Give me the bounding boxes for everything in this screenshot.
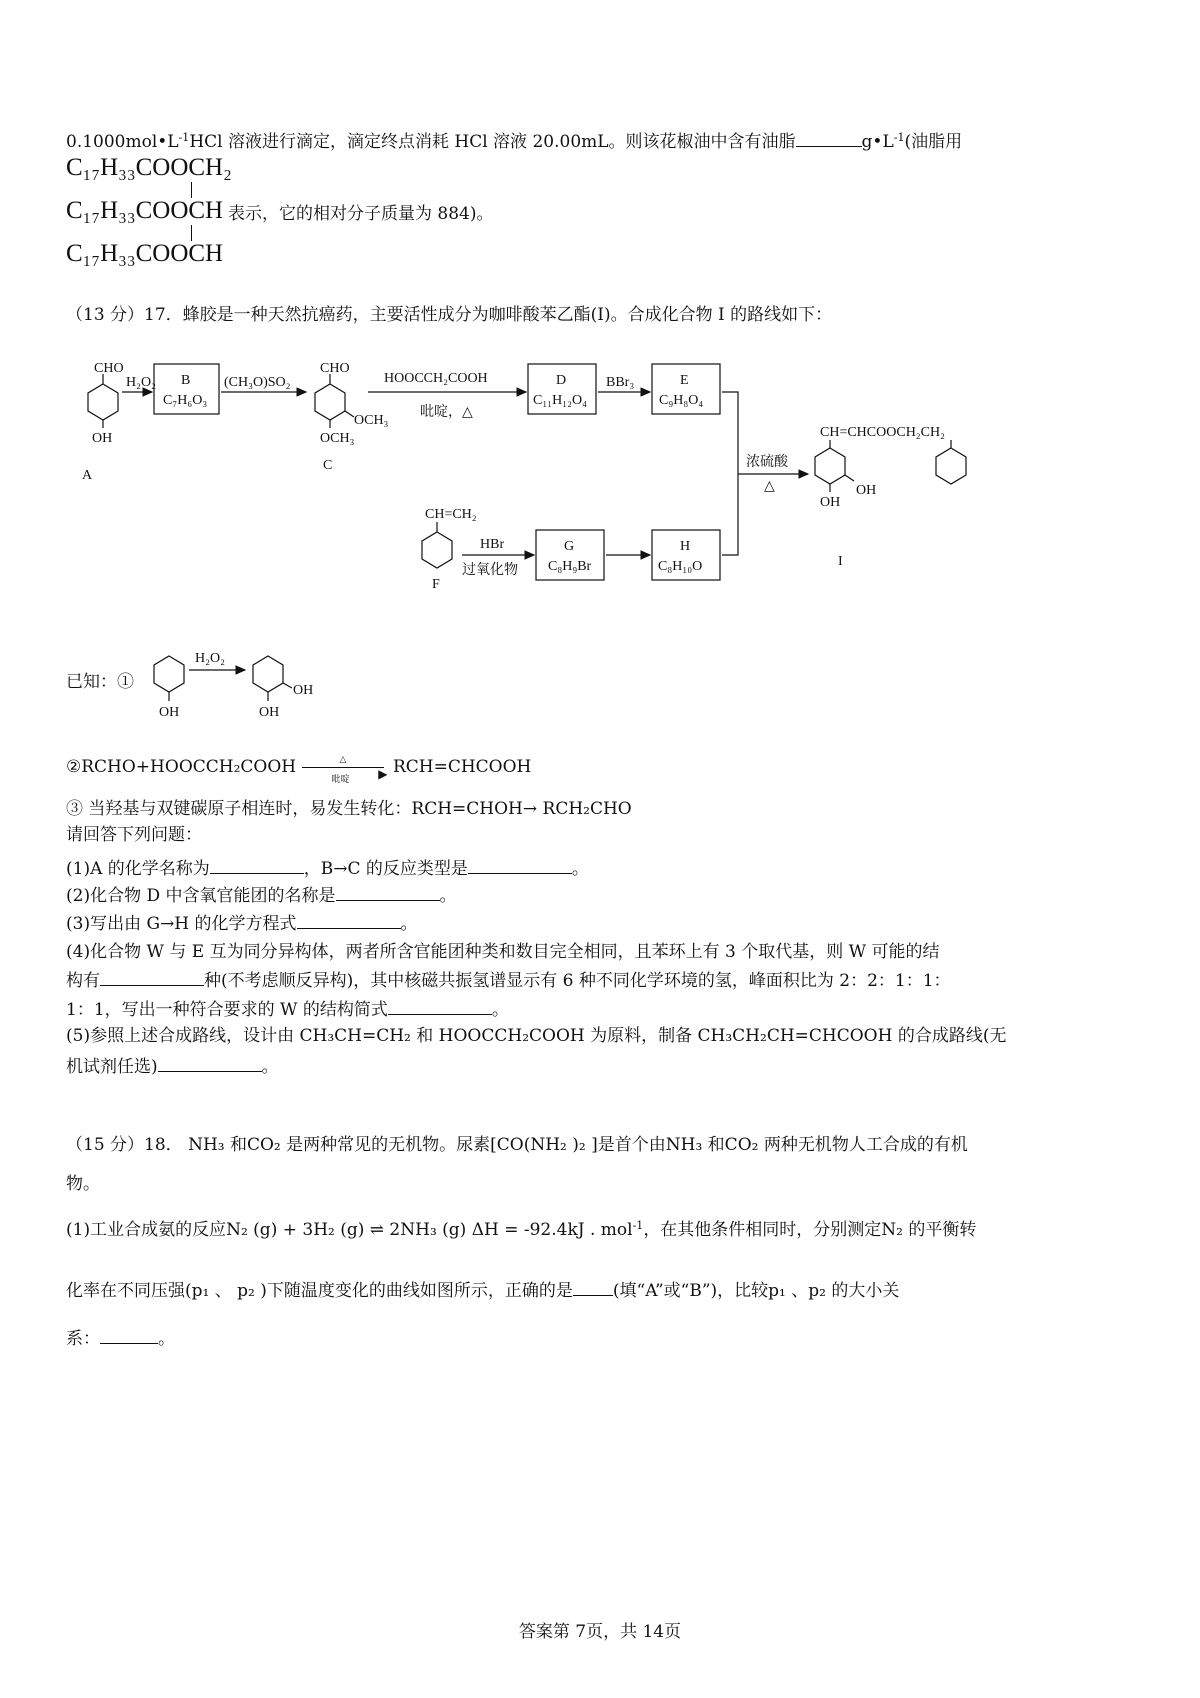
reagent-bbr3: BBr₃: [606, 375, 635, 390]
known-2: ②RCHO+HOOCCH₂COOH △ ▶ 吡啶 RCH=CHCOOH: [66, 754, 532, 785]
h-name: H: [680, 539, 691, 554]
fat-formula-line3: C₁₇H₃₃COOCH: [66, 240, 224, 267]
i-label: I: [838, 554, 843, 569]
answer-blank[interactable]: [210, 855, 304, 874]
answer-blank[interactable]: [796, 128, 862, 147]
q17-intro: （13 分）17．蜂胶是一种天然抗癌药，主要活性成分为咖啡酸苯乙酯(I)。合成化合物 I 的路线如下：: [66, 305, 833, 325]
page-footer: 答案第 7页，共 14页: [518, 1622, 682, 1642]
d-name: D: [556, 373, 567, 388]
reagent-h2o2: H₂O₂: [126, 375, 156, 390]
phenol-ring: [154, 656, 184, 692]
answer-blank[interactable]: [100, 967, 204, 986]
b-formula: C₇H₆O₃: [163, 393, 208, 408]
known-3: ③ 当羟基与双键碳原子相连时，易发生转化：RCH=CHOH→ RCH₂CHO: [66, 799, 632, 819]
known1-oh-c: OH: [293, 683, 314, 698]
catechol-ring: [253, 656, 283, 692]
q18-line5: 系： 。: [66, 1325, 175, 1351]
reagent-hbr: HBr: [480, 537, 505, 552]
q18-line3: (1)工业合成氨的反应N₂ (g) + 3H₂ (g) ⇌ 2NH₃ (g) ΔH = -92.4kJ . mol$^{-1}$，在其他条件相同时，分别测定N₂ 的平衡转: [66, 1219, 977, 1240]
answer-blank[interactable]: [336, 882, 440, 901]
q17-part4-line2: 构有 种(不考虑顺反异构)，其中核磁共振氢谱显示有 6 种不同化学环境的氢，峰面积比为 2：2：1：1：: [66, 967, 951, 993]
phenyl-ring: [936, 448, 966, 484]
fat-formula-line1: C₁₇H₃₃COOCH₂: [66, 154, 232, 181]
c-och3-a: OCH₃: [354, 413, 389, 428]
i-oh-b: OH: [820, 495, 841, 510]
reagent-pyridine: 吡啶，△: [420, 405, 473, 420]
d-formula: C₁₁H₁₂O₄: [533, 393, 587, 408]
f-vinyl-label: CH=CH₂: [425, 507, 477, 522]
reagent-malonic-acid: HOOCCH₂COOH: [384, 371, 488, 386]
q17-part4-line3: 1：1，写出一种符合要求的 W 的结构简式 。: [66, 996, 509, 1022]
answer-blank[interactable]: [297, 910, 401, 929]
answer-blank[interactable]: [573, 1277, 613, 1296]
reagent-dimethyl-sulfate: (CH₃O)SO₂: [224, 375, 291, 390]
ask-line: 请回答下列问题：: [66, 825, 202, 845]
g-formula: C₈H₉Br: [548, 559, 592, 574]
c-cho-label: CHO: [320, 362, 350, 376]
i-side-chain: CH=CHCOOCH₂CH₂: [820, 425, 946, 440]
answer-blank[interactable]: [100, 1325, 158, 1344]
q17-part5-line1: (5)参照上述合成路线，设计由 CH₃CH=CH₂ 和 HOOCCH₂COOH 为原料，制备 CH₃CH₂CH=CHCOOH 的合成路线(无: [66, 1026, 1007, 1046]
e-formula: C₉H₈O₄: [659, 393, 704, 408]
a-oh-label: OH: [92, 431, 113, 446]
synthesis-scheme-diagram: [70, 362, 1090, 617]
answer-blank[interactable]: [388, 996, 492, 1015]
q17-part2: (2)化合物 D 中含氧官能团的名称是 。: [66, 882, 457, 908]
answer-blank[interactable]: [468, 855, 572, 874]
reagent-conc-sulfuric-acid: 浓硫酸: [746, 455, 788, 470]
c-och3-b: OCH₃: [320, 431, 355, 446]
known-label: 已知：①: [66, 672, 134, 692]
compound-f-ring: [422, 532, 452, 568]
known2-arrow: △ ▶ 吡啶: [302, 758, 388, 778]
b-name: B: [181, 373, 191, 388]
known1-reagent: H₂O₂: [195, 651, 225, 666]
q16-line1: $0.1000mol•L^{-1}HCl$ 溶液进行滴定，滴定终点消耗 HCl 溶液 20.00mL。则该花椒油中含有油脂 $g•L^{-1}$(油脂用: [66, 128, 962, 154]
known-reaction-1-diagram: [145, 638, 415, 728]
q17-part4-line1: (4)化合物 W 与 E 互为同分异构体，两者所含官能团种类和数目完全相同，且苯环上有 3 个取代基，则 W 可能的结: [66, 942, 940, 962]
c-label: C: [323, 458, 333, 473]
compound-c-ring: [315, 384, 345, 420]
compound-i-ring: [815, 448, 845, 484]
fat-formula-line2: C₁₇H₃₃COOCH: [66, 197, 224, 224]
compound-a-ring: [88, 384, 118, 420]
answer-blank[interactable]: [158, 1053, 262, 1072]
known1-oh-b: OH: [259, 705, 280, 720]
q17-part5-line2: 机试剂任选) 。: [66, 1053, 279, 1079]
q18-line4: 化率在不同压强(p₁ 、 p₂ )下随温度变化的曲线如图所示，正确的是 (填“A”或“B”)，比较p₁ 、p₂ 的大小关: [66, 1277, 899, 1303]
reagent-heat: △: [764, 479, 775, 494]
i-oh-a: OH: [856, 483, 877, 498]
e-name: E: [680, 373, 689, 388]
known1-oh-a: OH: [159, 705, 180, 720]
g-name: G: [564, 539, 575, 554]
q18-line2: 物。: [66, 1174, 100, 1194]
fat-note: 表示，它的相对分子质量为 884)。: [228, 204, 494, 224]
q17-part3: (3)写出由 G→H 的化学方程式 。: [66, 910, 418, 936]
reagent-peroxide: 过氧化物: [462, 563, 518, 578]
a-label: A: [82, 468, 93, 483]
q18-line1: （15 分）18． NH₃ 和CO₂ 是两种常见的无机物。尿素[CO(NH₂ )₂ ]是首个由NH₃ 和CO₂ 两种无机物人工合成的有机: [66, 1135, 968, 1155]
a-cho-label: CHO: [94, 362, 124, 376]
q17-part1: (1)A 的化学名称为 ，B→C 的反应类型是 。: [66, 855, 589, 881]
f-label: F: [432, 577, 440, 592]
h-formula: C₈H₁₀O: [658, 559, 703, 574]
